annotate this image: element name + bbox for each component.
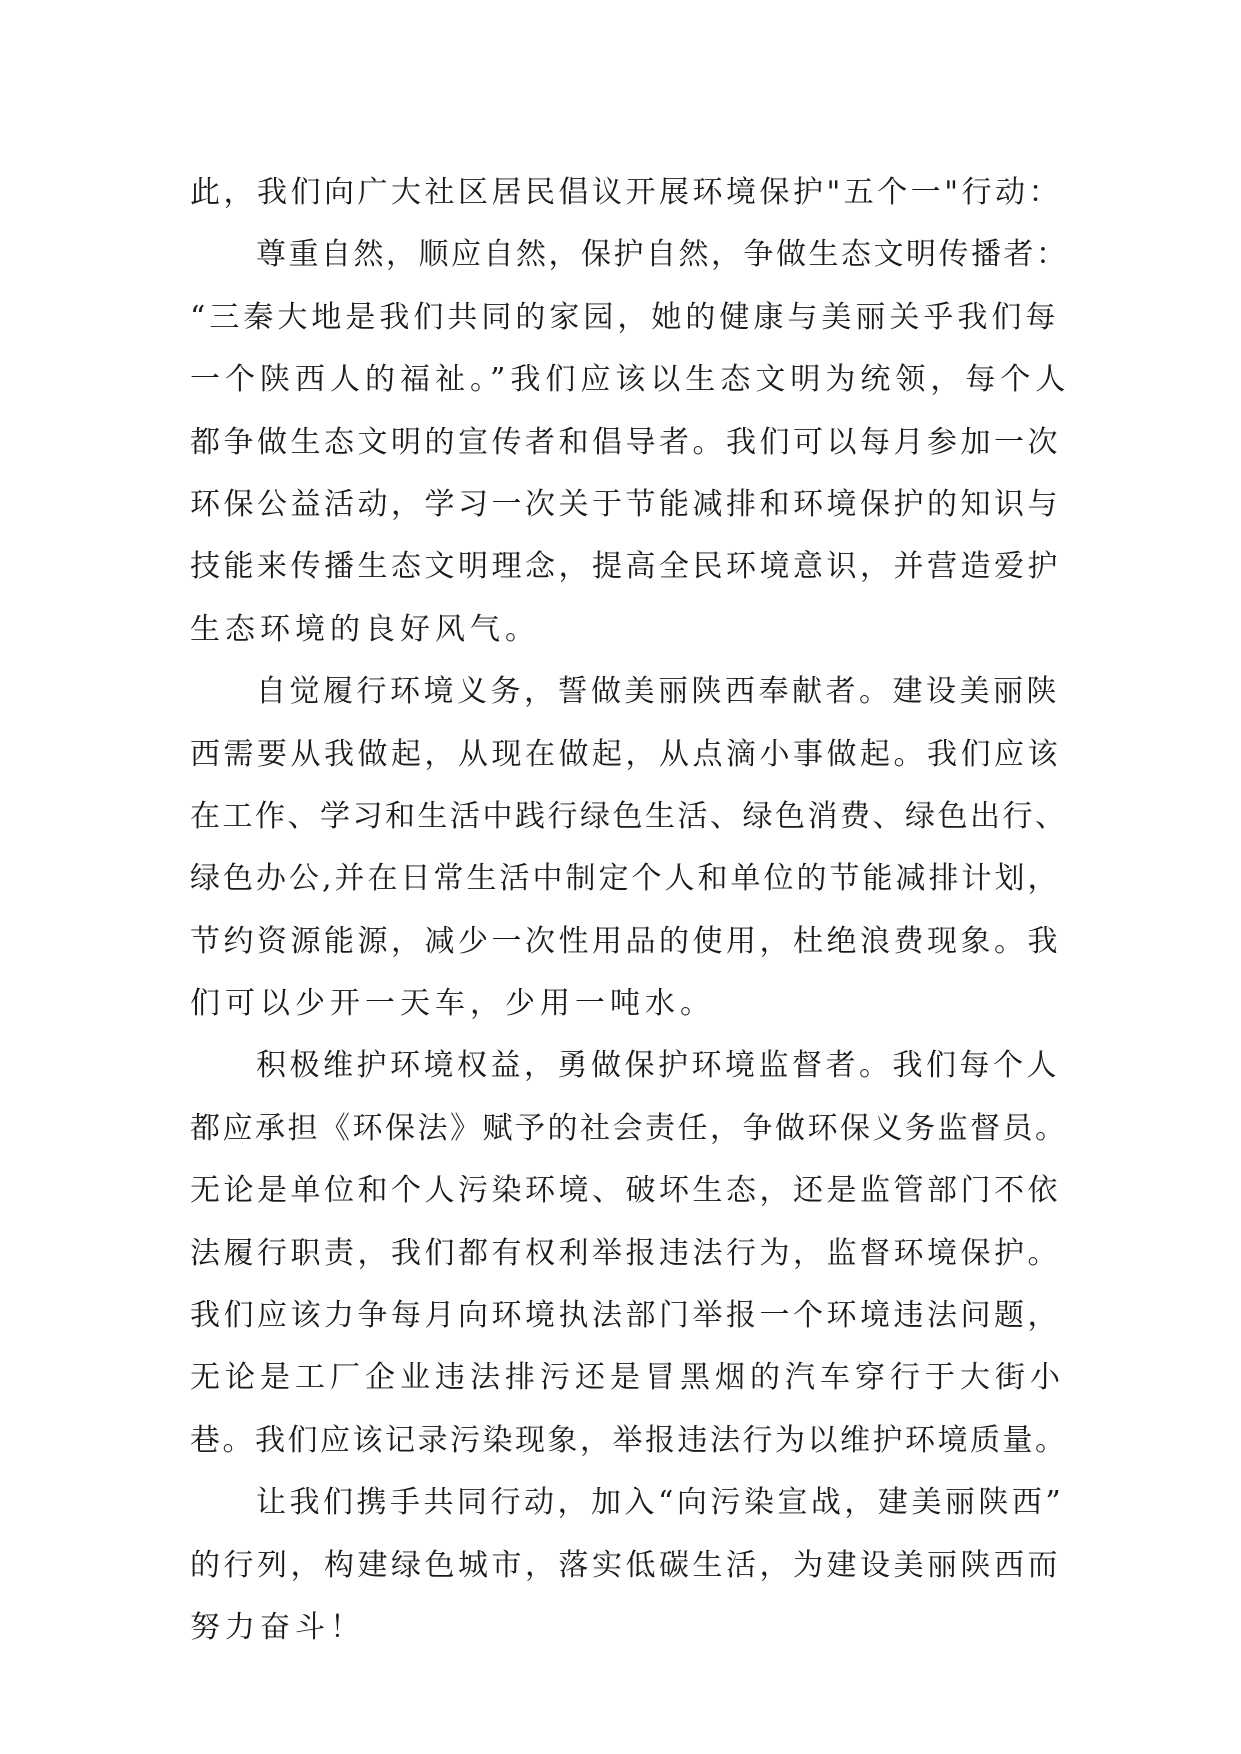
text-line: 节约资源能源，减少一次性用品的使用，杜绝浪费现象。我 bbox=[190, 923, 1061, 959]
text-line: 们可以少开一天车，少用一吨水。 bbox=[190, 986, 715, 1022]
text-line: 在工作、学习和生活中践行绿色生活、绿色消费、绿色出行、 bbox=[190, 798, 1068, 834]
text-line: 绿色办公,并在日常生活中制定个人和单位的节能减排计划， bbox=[190, 861, 1061, 897]
text-line: 此，我们向广大社区居民倡议开展环境保护"五个一"行动： bbox=[190, 175, 1063, 210]
text-line: 无论是单位和个人污染环境、破坏生态，还是监管部门不依 bbox=[190, 1173, 1061, 1209]
text-line: 都应承担《环保法》赋予的社会责任，争做环保义务监督员。 bbox=[190, 1110, 1068, 1146]
document-body bbox=[190, 162, 1071, 1659]
text-line: 环保公益活动，学习一次关于节能减排和环境保护的知识与 bbox=[190, 486, 1061, 522]
text-line: 法履行职责，我们都有权利举报违法行为，监督环境保护。 bbox=[190, 1235, 1061, 1271]
text-line: 都争做生态文明的宣传者和倡导者。我们可以每月参加一次 bbox=[190, 424, 1061, 460]
text-line: 自觉履行环境义务，誓做美丽陕西奉献者。建设美丽陕 bbox=[256, 674, 1060, 710]
text-line: 积极维护环境权益，勇做保护环境监督者。我们每个人 bbox=[256, 1048, 1060, 1084]
text-line: 让我们携手共同行动，加入“向污染宣战，建美丽陕西” bbox=[256, 1485, 1065, 1521]
text-line: 无论是工厂企业违法排污还是冒黑烟的汽车穿行于大街小 bbox=[190, 1360, 1065, 1396]
text-line: “三秦大地是我们共同的家园，她的健康与美丽关乎我们每 bbox=[190, 299, 1060, 335]
text-line: 的行列，构建绿色城市，落实低碳生活，为建设美丽陕西而 bbox=[190, 1547, 1061, 1583]
text-line: 我们应该力争每月向环境执法部门举报一个环境违法问题， bbox=[190, 1298, 1061, 1334]
text-line: 生态环境的良好风气。 bbox=[190, 611, 540, 647]
text-line: 一个陕西人的福祉。”我们应该以生态文明为统领，每个人 bbox=[190, 362, 1071, 398]
text-line: 巷。我们应该记录污染现象，举报违法行为以维护环境质量。 bbox=[190, 1422, 1068, 1458]
text-line: 西需要从我做起，从现在做起，从点滴小事做起。我们应该 bbox=[190, 736, 1061, 772]
text-line: 技能来传播生态文明理念，提高全民环境意识，并营造爱护 bbox=[190, 549, 1061, 585]
text-line: 努力奋斗！ bbox=[190, 1609, 365, 1645]
text-line: 尊重自然，顺应自然，保护自然，争做生态文明传播者： bbox=[256, 237, 1069, 273]
